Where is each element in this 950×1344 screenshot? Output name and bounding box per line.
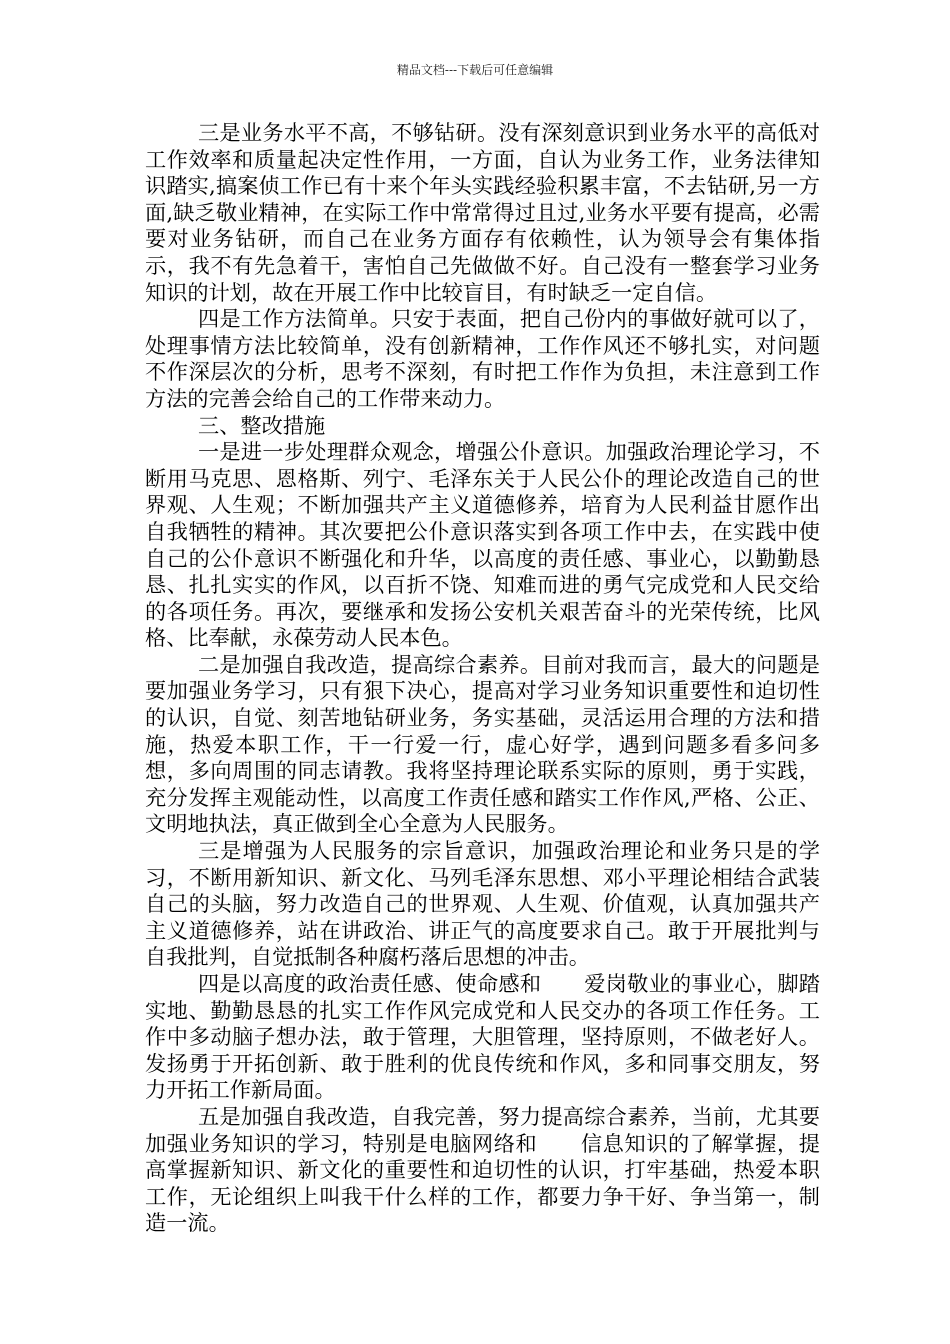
paragraph-work-method: 四是工作方法简单。只安于表面，把自己份内的事做好就可以了，处理事情方法比较简单，没有创新精神，工作作风还不够扎实，对问题不作深层次的分析，思考不深刻，有时把工作作为负担，未注意到工作方法的完善会给自己的工作带来动力。 (145, 306, 820, 411)
paragraph-self-improvement: 二是加强自我改造，提高综合素养。目前对我而言，最大的问题是要加强业务学习，只有狠下决心，提高对学习业务知识重要性和迫切性的认识，自觉、刻苦地钻研业务，务实基础，灵活运用合理的方法和措施，热爱本职工作，干一行爱一行，虚心好学，遇到问题多看多问多想，多向周围的同志请教。我将坚持理论联系实际的原则，勇于实践，充分发挥主观能动性，以高度工作责任感和踏实工作作风,严格、公正、文明地执法，真正做到全心全意为人民服务。 (145, 651, 820, 837)
paragraph-service-purpose: 三是增强为人民服务的宗旨意识，加强政治理论和业务只是的学习，不断用新知识、新文化、马列毛泽东思想、邓小平理论相结合武装自己的头脑，努力改造自己的世界观、人生观、价值观，认真加强共产主义道德修养，站在讲政治、讲正气的高度要求自己。敢于开展批判与自我批判，自觉抵制各种腐朽落后思想的冲击。 (145, 838, 820, 970)
paragraph-business-level: 三是业务水平不高，不够钻研。没有深刻意识到业务水平的高低对工作效率和质量起决定性作用，一方面，自认为业务工作，业务法律知识踏实,搞案侦工作已有十来个年头实践经验积累丰富，不去钻研,另一方面,缺乏敬业精神，在实际工作中常常得过且过,业务水平要有提高，必需要对业务钻研，而自己在业务方面存有依赖性，认为领导会有集体指示，我不有先急着干，害怕自己先做做不好。自己没有一整套学习业务知识的计划，故在开展工作中比较盲目，有时缺乏一定自信。 (145, 120, 820, 305)
document-body (145, 120, 820, 1237)
page-header: 精品文档---下载后可任意编辑 (396, 63, 554, 77)
paragraph-public-servant-awareness: 一是进一步处理群众观念，增强公仆意识。加强政治理论学习，不断用马克思、恩格斯、列宁、毛泽东关于人民公仆的理论改造自己的世界观、人生观；不断加强共产主义道德修养，培育为人民利益甘愿作出自我牺牲的精神。其次要把公仆意识落实到各项工作中去，在实践中使自己的公仆意识不断强化和升华，以高度的责任感、事业心，以勤勤恳恳、扎扎实实的作风，以百折不饶、知难而进的勇气完成党和人民交给的各项任务。再次，要继承和发扬公安机关艰苦奋斗的光荣传统，比风格、比奉献，永葆劳动人民本色。 (145, 439, 820, 651)
paragraph-political-responsibility: 四是以高度的政治责任感、使命感和 爱岗敬业的事业心，脚踏实地、勤勤恳恳的扎实工作作风完成党和人民交办的各项工作任务。工作中多动脑子想办法，敢于管理，大胆管理，坚持原则，不做老好人。发扬勇于开拓创新、敢于胜利的优良传统和作风，多和同事交朋友，努力开拓工作新局面。 (145, 971, 820, 1103)
section-heading-rectification: 三、整改措施 (198, 412, 326, 438)
paragraph-self-perfection: 五是加强自我改造，自我完善，努力提高综合素养，当前，尤其要加强业务知识的学习，特别是电脑网络和 信息知识的了解掌握，提高掌握新知识、新文化的重要性和迫切性的认识，打牢基础，热爱本职工作，无论组织上叫我干什么样的工作，都要力争干好、争当第一，制造一流。 (145, 1103, 820, 1236)
